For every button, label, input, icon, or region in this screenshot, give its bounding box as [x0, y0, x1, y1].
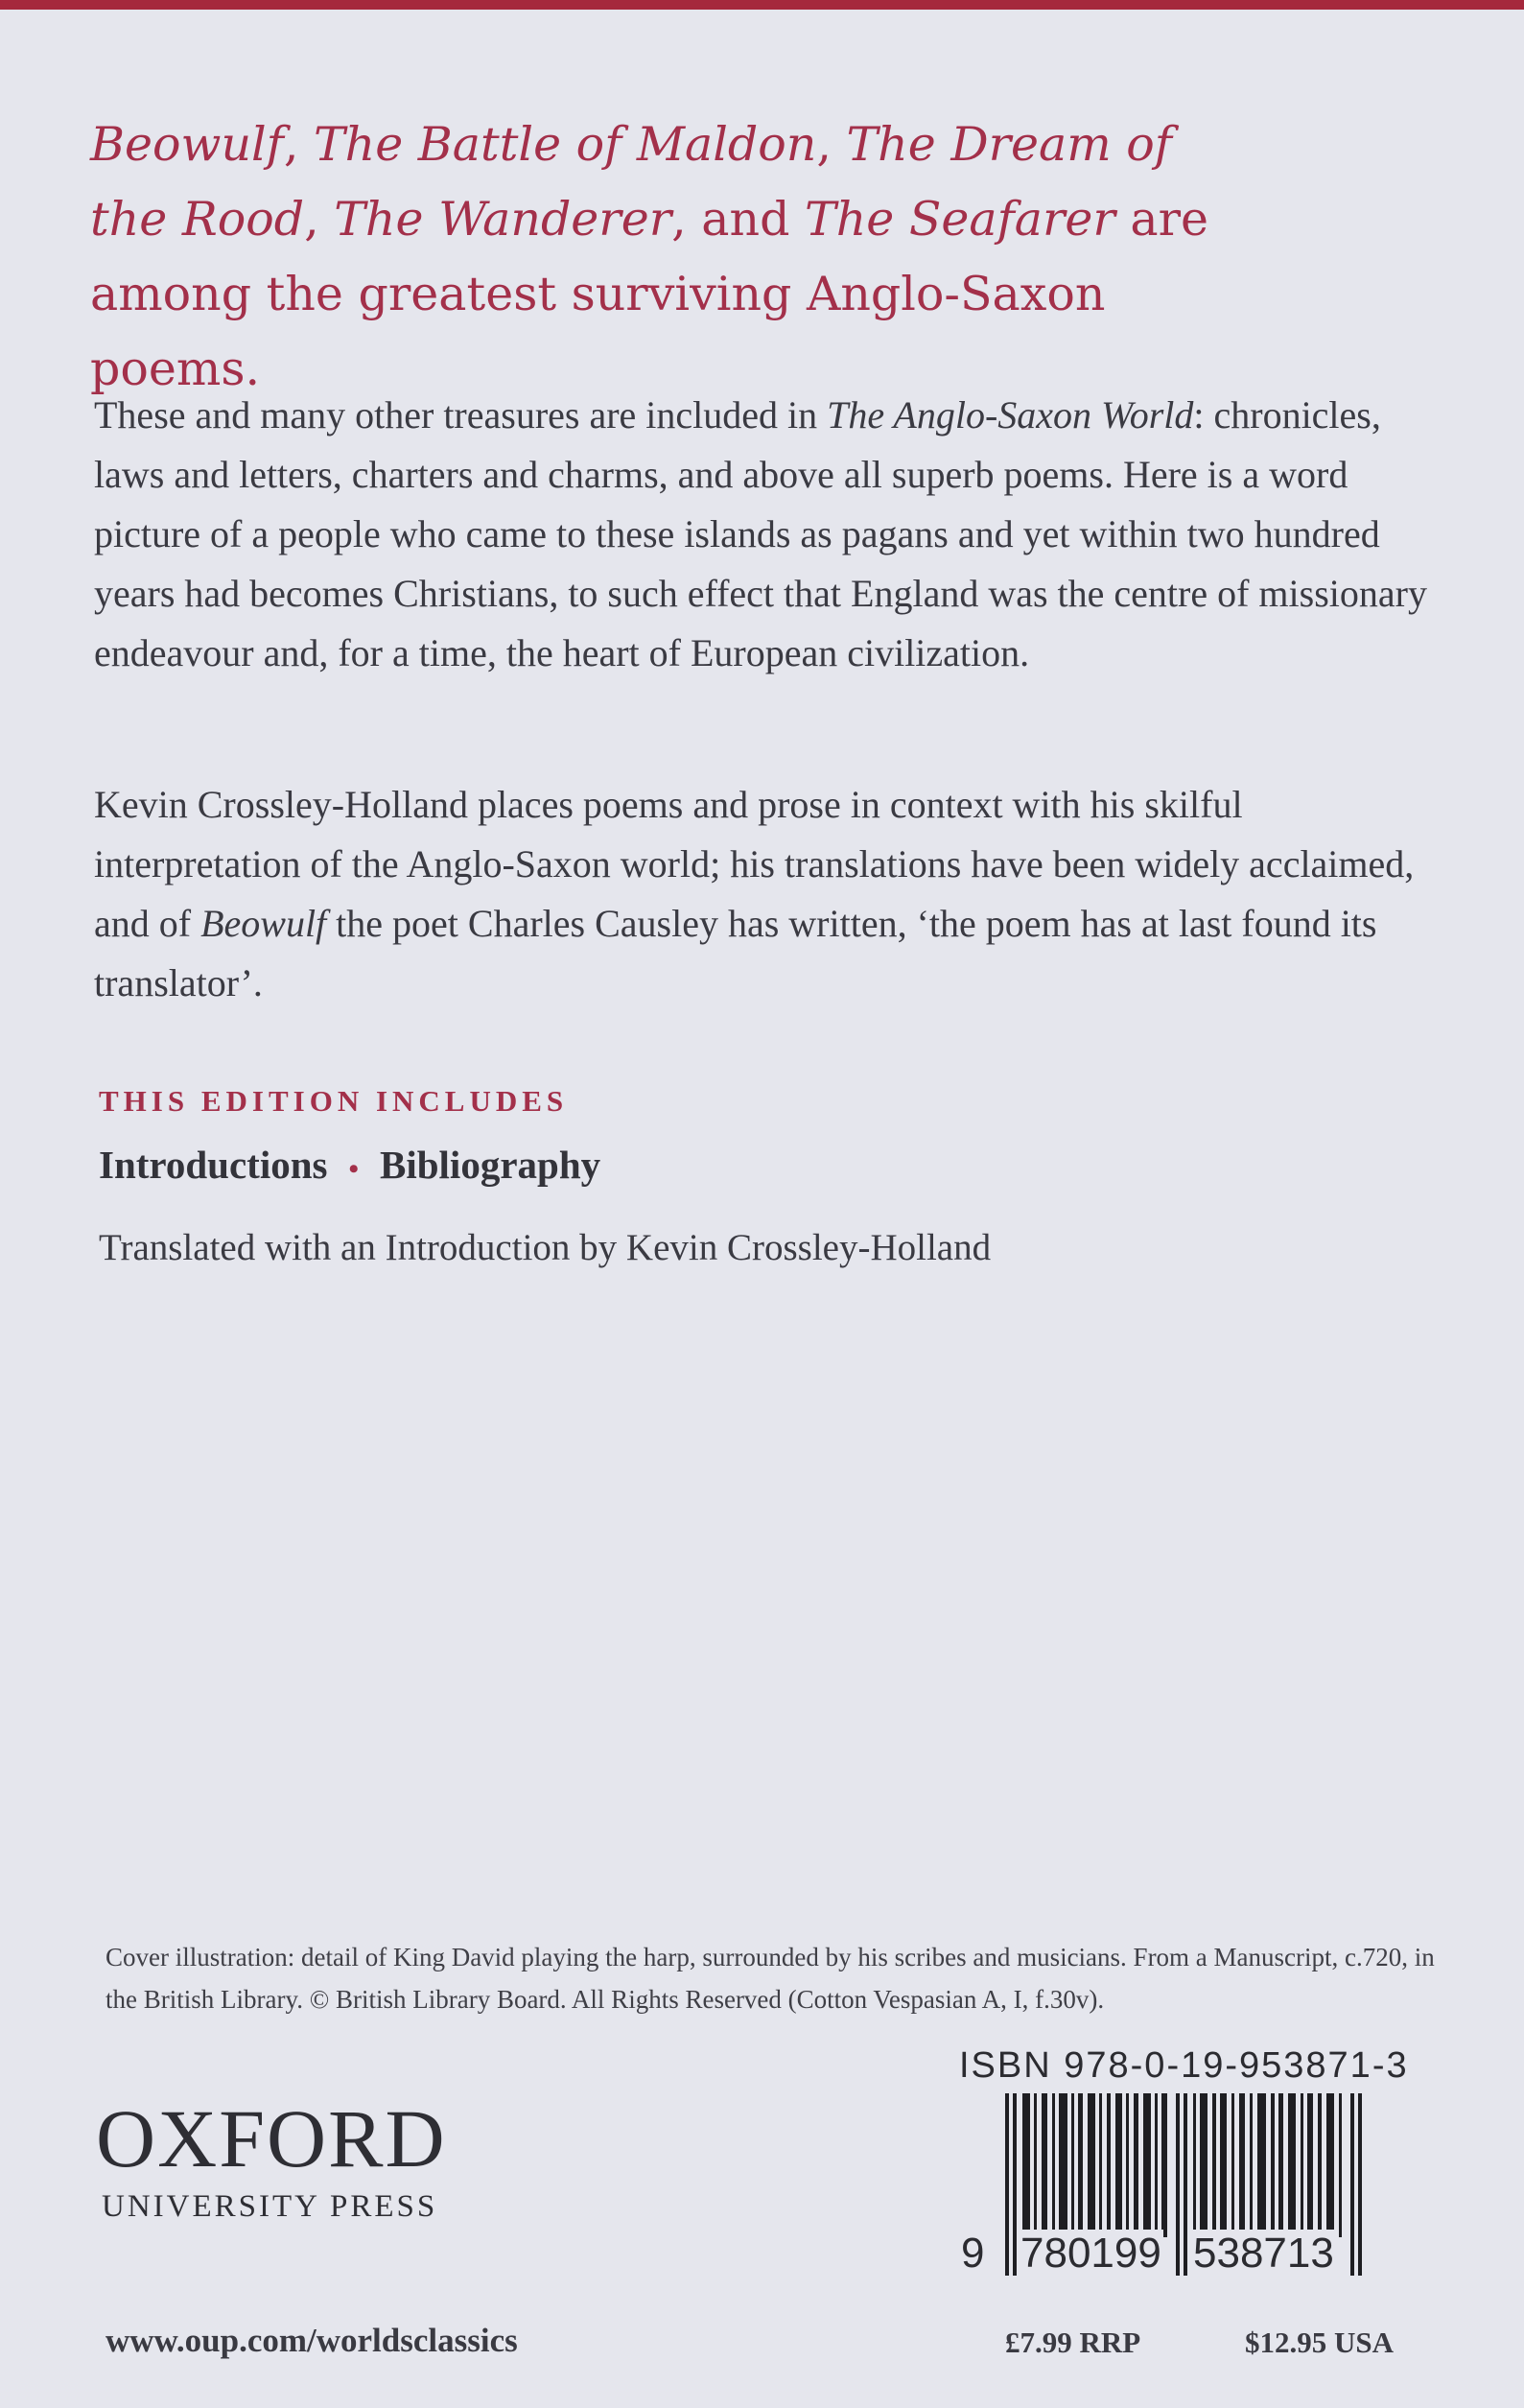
translator-credit: Translated with an Introduction by Kevin Crossley-Holland — [99, 1227, 992, 1268]
isbn-label: ISBN 978-0-19-953871-3 — [959, 2045, 1409, 2086]
publisher-logo — [96, 2092, 447, 2225]
includes-item-introductions: Introductions — [99, 1143, 328, 1187]
publisher-subtitle: UNIVERSITY PRESS — [102, 2189, 438, 2224]
title-the-seafarer: The Seafarer — [805, 192, 1115, 247]
para2-lead: Kevin Crossley-Holland places poems and prose in context with his skilful interpretation of the Anglo-Saxon world; his translations have been widely acclaimed, and of — [94, 783, 1415, 945]
publisher-website: www.oup.com/worldsclassics — [106, 2322, 518, 2359]
price-us: $12.95 USA — [1245, 2325, 1395, 2359]
barcode-digit-lead: 9 — [961, 2230, 985, 2277]
title-the-wanderer: The Wanderer — [334, 192, 672, 247]
top-red-band — [0, 0, 1524, 10]
barcode-digit-group-1: 780199 — [1020, 2230, 1161, 2277]
para2-book-title: Beowulf — [200, 902, 327, 945]
blurb-sep-3: , — [304, 192, 335, 247]
blurb-ending: are among the greatest surviving Anglo-Saxon poems. — [90, 192, 1209, 396]
price-uk: £7.99 RRP — [1005, 2325, 1141, 2359]
headline-blurb — [90, 107, 1241, 407]
title-dream-of-the-rood: The Dream of the Rood — [90, 117, 1172, 247]
para1-book-title: The Anglo-Saxon World — [827, 393, 1194, 437]
publisher-name: OXFORD — [96, 2092, 447, 2184]
bullet-separator: • — [348, 1152, 359, 1185]
title-beowulf: Beowulf — [90, 117, 284, 172]
barcode-digit-group-2: 538713 — [1193, 2230, 1334, 2277]
para1-rest: : chronicles, laws and letters, charters and charms, and above all superb poems. Here is a word picture of a people who came to these islands as pagans and yet within two hundred years had becomes Christians, to such effect that England was the centre of missionary endeavour and, for a time, the heart of European civilization. — [94, 393, 1427, 674]
cover-illustration-credit: Cover illustration: detail of King David playing the harp, surrounded by his scribes and musicians. From a Manuscript, c.720, in the British Library. © British Library Board. All Rights Reserved (Cotton Vespasian A, I, f.30v). — [106, 1943, 1435, 2014]
blurb-sep-4: , and — [671, 192, 806, 247]
title-battle-of-maldon: The Battle of Maldon — [313, 117, 817, 172]
para1-lead: These and many other treasures are included in — [94, 393, 828, 437]
edition-includes-heading: THIS EDITION INCLUDES — [99, 1084, 569, 1118]
includes-item-bibliography: Bibliography — [380, 1143, 601, 1187]
description-paragraph-2 — [94, 775, 1446, 1013]
description-paragraph-1 — [94, 386, 1446, 683]
para2-rest: the poet Charles Causley has written, ‘the poem has at last found its translator’. — [94, 902, 1377, 1004]
edition-includes-list — [99, 1142, 600, 1188]
blurb-sep-1: , — [283, 117, 314, 172]
blurb-sep-2: , — [816, 117, 847, 172]
